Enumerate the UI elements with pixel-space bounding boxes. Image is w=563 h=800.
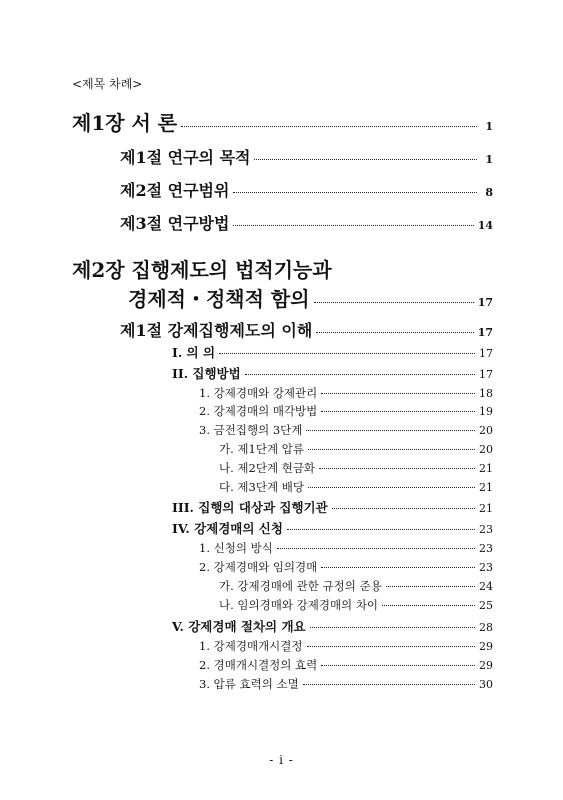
- toc-entry-section[interactable]: [120, 145, 493, 168]
- toc-entry-page: 28: [479, 621, 493, 634]
- toc-entry-label: 가. 강제경매에 관한 규정의 준용: [219, 579, 382, 593]
- dot-leader: [382, 605, 475, 606]
- toc-entry-label: 1. 강제경매개시결정: [199, 639, 303, 653]
- toc-entry-chapter-2[interactable]: [128, 283, 493, 312]
- toc-entry-page: 18: [479, 387, 493, 400]
- toc-entry-subitem[interactable]: [219, 441, 493, 457]
- toc-entry-page: 17: [479, 347, 493, 360]
- toc-entry-section[interactable]: [120, 211, 493, 234]
- toc-entry-page: 19: [479, 405, 493, 418]
- toc-entry-page: 20: [479, 424, 493, 437]
- dot-leader: [287, 529, 475, 530]
- toc-entry-label: 1. 강제경매와 강제관리: [199, 386, 318, 400]
- toc-entry-page: 23: [479, 523, 493, 536]
- toc-heading: <제목 차례>: [72, 77, 143, 91]
- toc-entry-subsection[interactable]: [172, 343, 493, 361]
- dot-leader: [310, 627, 475, 628]
- toc-entry-section[interactable]: [120, 178, 493, 201]
- dot-leader: [316, 332, 473, 333]
- toc-entry-label: 제1장 서 론: [72, 111, 178, 135]
- toc-entry-section[interactable]: [120, 318, 493, 341]
- toc-entry-page: 21: [479, 481, 493, 494]
- toc-entry-subsection[interactable]: [172, 364, 493, 382]
- toc-entry-label: 가. 제1단계 압류: [219, 442, 304, 456]
- dot-leader: [321, 411, 475, 412]
- toc-entry-item[interactable]: [199, 540, 493, 556]
- toc-entry-label: 제1절 연구의 목적: [120, 148, 251, 167]
- toc-entry-label: 1. 신청의 방식: [199, 541, 273, 555]
- toc-entry-label: 2. 경매개시결정의 효력: [199, 658, 318, 672]
- toc-entry-page: 23: [479, 561, 493, 574]
- toc-entry-label: III. 집행의 대상과 집행기관: [172, 500, 328, 515]
- dot-leader: [245, 374, 475, 375]
- dot-leader: [306, 430, 475, 431]
- toc-entry-item[interactable]: [199, 638, 493, 654]
- toc-entry-page: 17: [477, 326, 493, 339]
- toc-entry-label: 다. 제3단계 배당: [219, 480, 304, 494]
- toc-entry-item[interactable]: [199, 657, 493, 673]
- toc-entry-label: 3. 압류 효력의 소멸: [199, 677, 299, 691]
- dot-leader: [219, 353, 475, 354]
- toc-entry-label: IV. 강제경매의 신청: [172, 521, 283, 536]
- toc-entry-page: 25: [479, 599, 493, 612]
- toc-entry-label: I. 의 의: [172, 345, 216, 360]
- toc-entry-label: 나. 임의경매와 강제경매의 차이: [219, 598, 379, 612]
- dot-leader: [321, 567, 475, 568]
- dot-leader: [321, 665, 475, 666]
- toc-entry-page: 29: [479, 640, 493, 653]
- toc-entry-item[interactable]: [199, 676, 493, 692]
- dot-leader: [233, 192, 477, 193]
- toc-entry-label: V. 강제경매 절차의 개요: [172, 619, 306, 634]
- toc-entry-label: 2. 강제경매와 임의경매: [199, 560, 318, 574]
- toc-entry-page: 8: [485, 186, 493, 199]
- toc-entry-subitem[interactable]: [219, 597, 493, 613]
- dot-leader: [303, 684, 475, 685]
- dot-leader: [308, 449, 475, 450]
- toc-entry-page: 21: [479, 502, 493, 515]
- toc-entry-subitem[interactable]: [219, 578, 493, 594]
- toc-entry-label: 제2절 연구범위: [120, 181, 230, 200]
- dot-leader: [321, 393, 475, 394]
- dot-leader: [181, 126, 477, 127]
- toc-entry-label: 제1절 강제집행제도의 이해: [120, 321, 313, 340]
- toc-entry-page: 21: [479, 462, 493, 475]
- toc-entry-label: 경제적・정책적 함의: [128, 287, 310, 311]
- page-number-footer: - i -: [269, 753, 294, 767]
- dot-leader: [307, 646, 476, 647]
- dot-leader: [308, 487, 475, 488]
- toc-entry-page: 20: [479, 443, 493, 456]
- toc-entry-item[interactable]: [199, 422, 493, 438]
- toc-entry-subitem[interactable]: [219, 479, 493, 495]
- toc-entry-item[interactable]: [199, 385, 493, 401]
- dot-leader: [254, 159, 477, 160]
- toc-entry-page: 1: [485, 120, 493, 133]
- toc-entry-label: 나. 제2단계 현금화: [219, 461, 316, 475]
- dot-leader: [332, 508, 475, 509]
- toc-entry-chapter-1[interactable]: [72, 107, 493, 136]
- dot-leader: [319, 468, 475, 469]
- dot-leader: [386, 586, 475, 587]
- toc-entry-subsection[interactable]: [172, 617, 493, 635]
- dot-leader: [233, 225, 473, 226]
- toc-entry-page: 17: [477, 296, 493, 309]
- toc-entry-item[interactable]: [199, 559, 493, 575]
- toc-entry-chapter-2-line-1[interactable]: 제2장 집행제도의 법적기능과: [72, 258, 332, 282]
- toc-entry-page: 30: [479, 678, 493, 691]
- toc-entry-page: 24: [479, 580, 493, 593]
- toc-entry-label: 제3절 연구방법: [120, 214, 230, 233]
- toc-entry-subitem[interactable]: [219, 460, 493, 476]
- toc-entry-label: 2. 강제경매의 매각방법: [199, 404, 318, 418]
- toc-entry-label: II. 집행방법: [172, 366, 241, 381]
- dot-leader: [314, 302, 474, 303]
- toc-entry-subsection[interactable]: [172, 498, 493, 516]
- toc-entry-page: 29: [479, 659, 493, 672]
- toc-entry-label: 3. 금전집행의 3단계: [199, 423, 303, 437]
- toc-entry-page: 1: [485, 153, 493, 166]
- toc-entry-page: 14: [477, 219, 493, 232]
- toc-entry-page: 23: [479, 542, 493, 555]
- dot-leader: [277, 548, 475, 549]
- toc-entry-page: 17: [479, 368, 493, 381]
- toc-entry-item[interactable]: [199, 403, 493, 419]
- toc-entry-subsection[interactable]: [172, 519, 493, 537]
